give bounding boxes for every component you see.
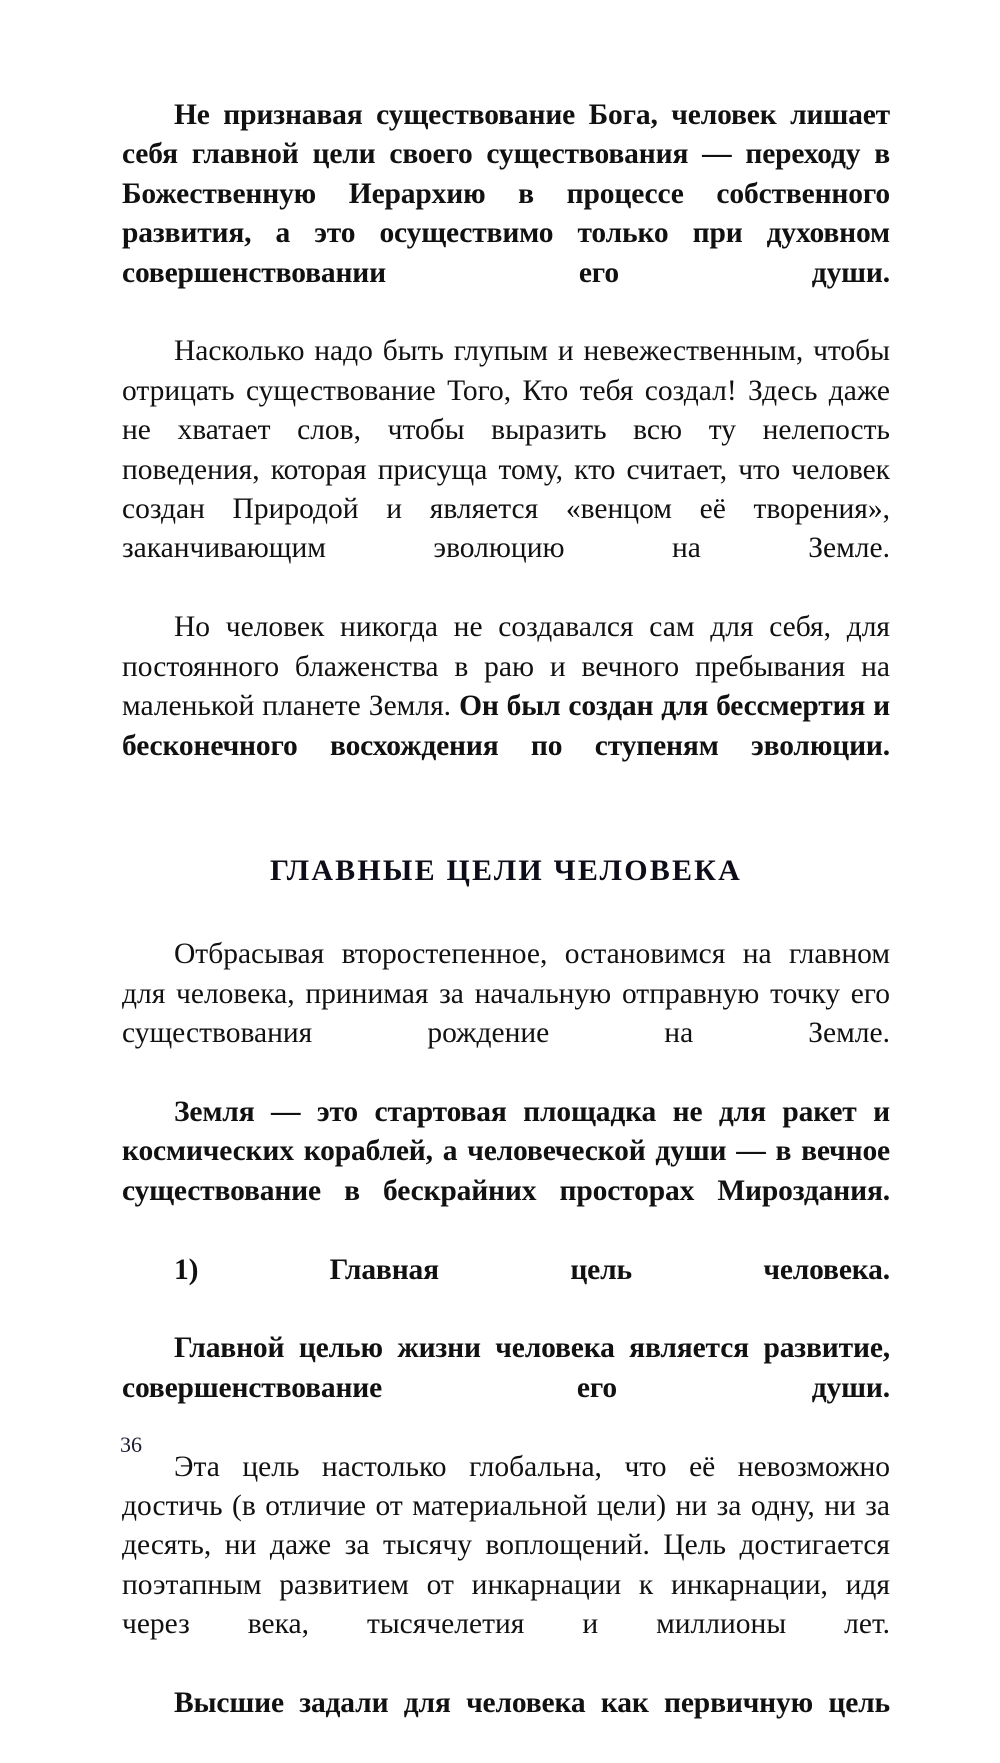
text-column <box>122 96 890 1763</box>
spacer-above-heading <box>122 805 890 851</box>
paragraph-3-bold-run: Он был создан для бессмертия и бесконечного восхождения по ступеням эволюции. <box>122 690 890 762</box>
section-heading: ГЛАВНЫЕ ЦЕЛИ ЧЕЛОВЕКА <box>270 854 742 888</box>
paragraph-8: Эта цель настолько глобальна, что её невозможно достичь (в отличие от материальной цели) ни за одну, ни за десять, ни даже за тысячу воплощений. Цель достигается поэтапным развитием от инкарнации к инкарнации, идя через века, тысячелетия и миллионы лет. <box>122 1450 890 1641</box>
paragraph-5: Земля — это стартовая площадка не для ракет и космических кораблей, а человеческой души — в вечное существование в бескрайних просторах Мироздания. <box>122 1095 890 1207</box>
paragraph-7: Главной целью жизни человека является развитие, совершенствование его души. <box>122 1332 890 1404</box>
page-number: 36 <box>120 1432 142 1457</box>
paragraph-3-lead-text: Но человек никогда не создавался сам для себя, для постоянного блаженства в раю и вечного пребывания на маленькой планете Земля. <box>122 611 890 723</box>
paragraph-6-list-item: 1) Главная цель человека. <box>174 1253 890 1286</box>
paragraph-2: Насколько надо быть глупым и невежественным, чтобы отрицать существование Того, Кто тебя создал! Здесь даже не хватает слов, чтобы выразить всю ту нелепость поведения, которая присуща тому, кто считает, что человек создан Природой и является «венцом её творения», заканчивающим эволюцию на Земле. <box>122 335 890 565</box>
spacer-below-heading <box>122 891 890 935</box>
paragraph-3 <box>122 608 890 805</box>
paragraph-1: Не признавая существование Бога, человек лишает себя главной цели своего существования — переходу в Божественную Иерархию в процессе собственного развития, а это осуществимо только при духовном совершенствовании его души. <box>122 99 890 289</box>
paragraph-9: Высшие задали для человека как первичную цель <box>174 1687 890 1720</box>
paragraph-4: Отбрасывая второстепенное, остановимся на главном для человека, принимая за начальную отправную точку его существования рождение на Земле. <box>122 938 890 1050</box>
